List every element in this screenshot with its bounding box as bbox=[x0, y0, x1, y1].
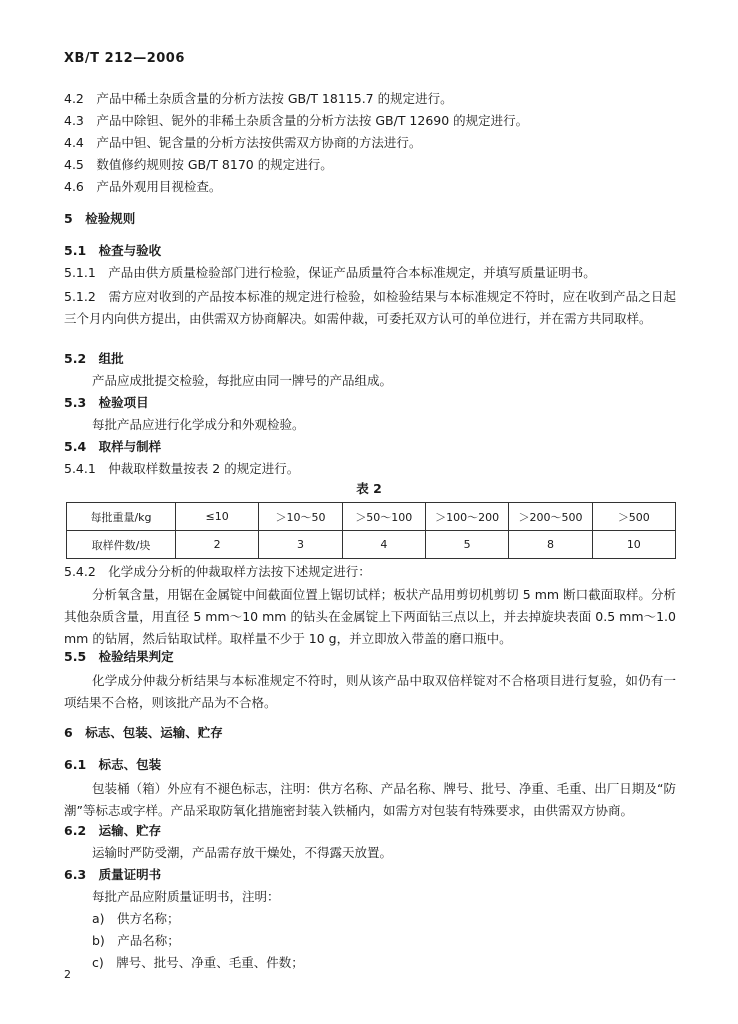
table-2-title: 表 2 bbox=[356, 481, 382, 496]
clause-4-2: 4.2 产品中稀土杂质含量的分析方法按 GB/T 18115.7 的规定进行。 bbox=[64, 91, 453, 106]
clause-5-4-heading: 5.4 取样与制样 bbox=[64, 439, 162, 454]
table-row bbox=[67, 503, 676, 531]
list-item-a: a) 供方名称； bbox=[92, 911, 180, 926]
clause-6-3-heading: 6.3 质量证明书 bbox=[64, 867, 162, 882]
table-row bbox=[67, 531, 676, 559]
clause-4-3: 4.3 产品中除钽、铌外的非稀土杂质含量的分析方法按 GB/T 12690 的规定进行。 bbox=[64, 113, 529, 128]
table-2 bbox=[66, 502, 676, 559]
clause-4-4: 4.4 产品中钽、铌含量的分析方法按供需双方协商的方法进行。 bbox=[64, 135, 422, 150]
clause-5-1-2: 5.1.2 需方应对收到的产品按本标准的规定进行检验，如检验结果与本标准规定不符时，应在收到产品之日起三个月内向供方提出，由供需双方协商解决。如需仲裁，可委托双方认可的单位进行，并在需方共同取样。 bbox=[64, 289, 676, 326]
clause-5-4-2: 5.4.2 化学成分分析的仲裁取样方法按下述规定进行： bbox=[64, 564, 371, 579]
table-row-label: 取样件数/块 bbox=[67, 531, 176, 559]
clause-6-2-heading: 6.2 运输、贮存 bbox=[64, 823, 162, 838]
clause-5-4-1: 5.4.1 仲裁取样数量按表 2 的规定进行。 bbox=[64, 461, 300, 476]
table-cell: ≤10 bbox=[176, 503, 259, 531]
clause-5-5-body: 化学成分仲裁分析结果与本标准规定不符时，则从该产品中取双倍样锭对不合格项目进行复验，如仍有一项结果不合格，则该批产品为不合格。 bbox=[64, 673, 676, 710]
clause-6-1-body: 包装桶（箱）外应有不褪色标志，注明：供方名称、产品名称、牌号、批号、净重、毛重、出厂日期及“防潮”等标志或字样。产品采取防氧化措施密封装入铁桶内，如需方对包装有特殊要求，由供需双方协商。 bbox=[64, 781, 676, 818]
clause-4-6: 4.6 产品外观用目视检查。 bbox=[64, 179, 222, 194]
table-cell: 10 bbox=[592, 531, 675, 559]
clause-5-4-2-body: 分析氧含量，用锯在金属锭中间截面位置上锯切试样；板状产品用剪切机剪切 5 mm 断口截面取样。分析其他杂质含量，用直径 5 mm～10 mm 的钻头在金属锭上下两面钻三点以上，并去掉旋块表面 0.5 mm～1.0 mm 的钻屑，然后钻取试样。取样量不少于 10 g，并立即放入带盖的磨口瓶中。 bbox=[64, 587, 676, 646]
clause-5-1-heading: 5.1 检查与验收 bbox=[64, 243, 162, 258]
table-cell: ＞200～500 bbox=[509, 503, 592, 531]
table-cell: ＞10～50 bbox=[259, 503, 342, 531]
table-cell: 8 bbox=[509, 531, 592, 559]
clause-5-2-heading: 5.2 组批 bbox=[64, 351, 124, 366]
clause-5-3-body: 每批产品应进行化学成分和外观检验。 bbox=[92, 417, 305, 432]
clause-4-5: 4.5 数值修约规则按 GB/T 8170 的规定进行。 bbox=[64, 157, 333, 172]
table-cell: 4 bbox=[342, 531, 425, 559]
document-header: XB/T 212—2006 bbox=[64, 51, 185, 66]
clause-5-5-heading: 5.5 检验结果判定 bbox=[64, 649, 174, 664]
table-row-label: 每批重量/kg bbox=[67, 503, 176, 531]
list-item-b: b) 产品名称； bbox=[92, 933, 180, 948]
page-number: 2 bbox=[64, 968, 71, 981]
table-cell: 3 bbox=[259, 531, 342, 559]
clause-6-1-heading: 6.1 标志、包装 bbox=[64, 757, 162, 772]
table-cell: 5 bbox=[425, 531, 508, 559]
clause-6-3-body: 每批产品应附质量证明书，注明： bbox=[92, 889, 280, 904]
list-item-c: c) 牌号、批号、净重、毛重、件数； bbox=[92, 955, 304, 970]
clause-6-2-body: 运输时严防受潮，产品需存放干燥处，不得露天放置。 bbox=[92, 845, 393, 860]
table-cell: 2 bbox=[176, 531, 259, 559]
section-5-heading: 5 检验规则 bbox=[64, 211, 136, 226]
clause-5-1-1: 5.1.1 产品由供方质量检验部门进行检验，保证产品质量符合本标准规定，并填写质量证明书。 bbox=[64, 265, 596, 280]
section-6-heading: 6 标志、包装、运输、贮存 bbox=[64, 725, 223, 740]
clause-5-3-heading: 5.3 检验项目 bbox=[64, 395, 149, 410]
table-cell: ＞100～200 bbox=[425, 503, 508, 531]
table-cell: ＞50～100 bbox=[342, 503, 425, 531]
clause-5-2-body: 产品应成批提交检验，每批应由同一牌号的产品组成。 bbox=[92, 373, 393, 388]
table-cell: ＞500 bbox=[592, 503, 675, 531]
